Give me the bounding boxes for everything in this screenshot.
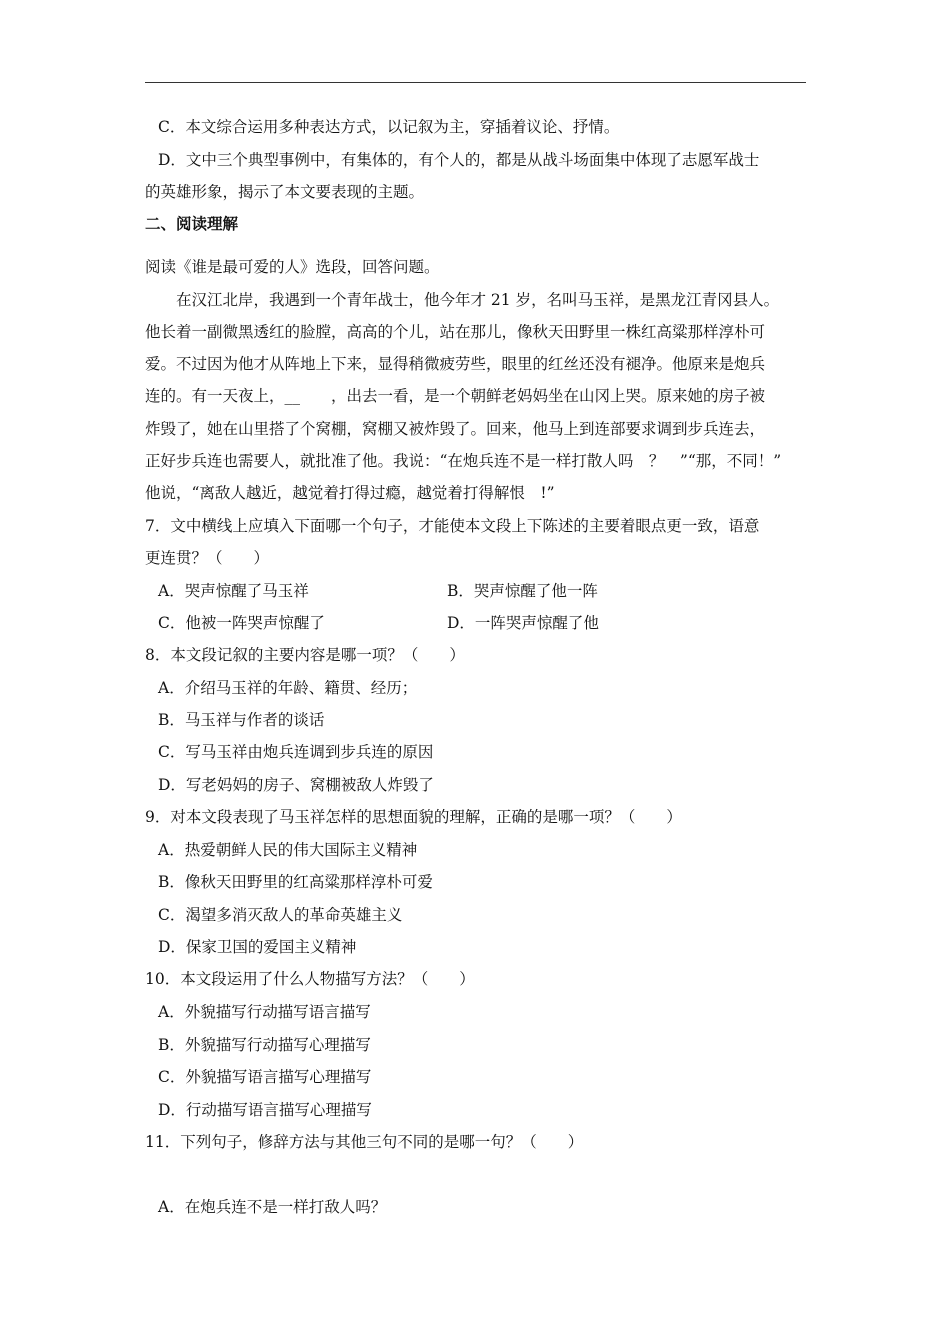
q9-option-d: D．保家卫国的爱国主义精神 [158,938,357,956]
q9-stem: 9．对本文段表现了马玉祥怎样的思想面貌的理解，正确的是哪一项？（ ） [145,808,682,826]
q8-stem: 8．本文段记叙的主要内容是哪一项？（ ） [145,646,465,664]
q10-option-c: C．外貌描写语言描写心理描写 [158,1068,372,1086]
q7-option-d: D．一阵哭声惊醒了他 [447,614,599,632]
q7-stem-line1: 7．文中横线上应填入下面哪一个句子，才能使本文段上下陈述的主要着眼点更一致，语意 [145,517,760,535]
q6-option-d-line1: D．文中三个典型事例中，有集体的，有个人的，都是从战斗场面集中体现了志愿军战士 [158,151,760,169]
q8-option-b: B．马玉祥与作者的谈话 [158,711,325,729]
q8-option-a: A．介绍马玉祥的年龄、籍贯、经历； [158,679,418,697]
q6-option-c: C．本文综合运用多种表达方式，以记叙为主，穿插着议论、抒情。 [158,118,620,136]
q7-stem-line2: 更连贯？（ ） [145,549,270,567]
q6-option-d-line2: 的英雄形象，揭示了本文要表现的主题。 [145,183,425,201]
q9-option-b: B．像秋天田野里的红高粱那样淳朴可爱 [158,873,433,891]
q10-option-b: B．外貌描写行动描写心理描写 [158,1036,371,1054]
section-intro: 阅读《谁是最可爱的人》选段，回答问题。 [145,258,440,276]
passage-line: 在汉江北岸，我遇到一个青年战士，他今年才 21 岁，名叫马玉祥，是黑龙江青冈县人。 [176,291,780,309]
q7-option-b: B．哭声惊醒了他一阵 [447,582,598,600]
q8-option-d: D．写老妈妈的房子、窝棚被敌人炸毁了 [158,776,434,794]
q9-option-c: C．渴望多消灭敌人的革命英雄主义 [158,906,403,924]
q11-stem: 11．下列句子，修辞方法与其他三句不同的是哪一句？（ ） [145,1133,584,1151]
header-rule [145,82,806,83]
q9-option-a: A．热爱朝鲜人民的伟大国际主义精神 [158,841,418,859]
passage-line: 他说，“离敌人越近，越觉着打得过瘾，越觉着打得解恨 !” [145,484,555,502]
q10-option-a: A．外貌描写行动描写语言描写 [158,1003,371,1021]
passage-line: 正好步兵连也需要人，就批准了他。我说：“在炮兵连不是一样打散人吗 ？ ”“那，不同！” [145,452,782,470]
q10-option-d: D．行动描写语言描写心理描写 [158,1101,372,1119]
section-title: 二、阅读理解 [145,214,239,233]
q7-option-a: A．哭声惊醒了马玉祥 [158,582,309,600]
passage-line: 炸毁了，她在山里搭了个窝棚，窝棚又被炸毁了。回来，他马上到连部要求调到步兵连去， [145,420,766,438]
q10-stem: 10．本文段运用了什么人物描写方法？（ ） [145,970,475,988]
passage-line: 连的。有一天夜上，__ ，出去一看，是一个朝鲜老妈妈坐在山冈上哭。原来她的房子被 [145,387,766,405]
q11-option-a: A．在炮兵连不是一样打敌人吗？ [158,1198,387,1216]
q8-option-c: C．写马玉祥由炮兵连调到步兵连的原因 [158,743,434,761]
q7-option-c: C．他被一阵哭声惊醒了 [158,614,325,632]
passage-line: 爱。不过因为他才从阵地上下来，显得稍微疲劳些，眼里的红丝还没有褪净。他原来是炮兵 [145,355,766,373]
passage-line: 他长着一副微黑透红的脸膛，高高的个儿，站在那儿，像秋天田野里一株红高粱那样淳朴可 [145,323,766,341]
